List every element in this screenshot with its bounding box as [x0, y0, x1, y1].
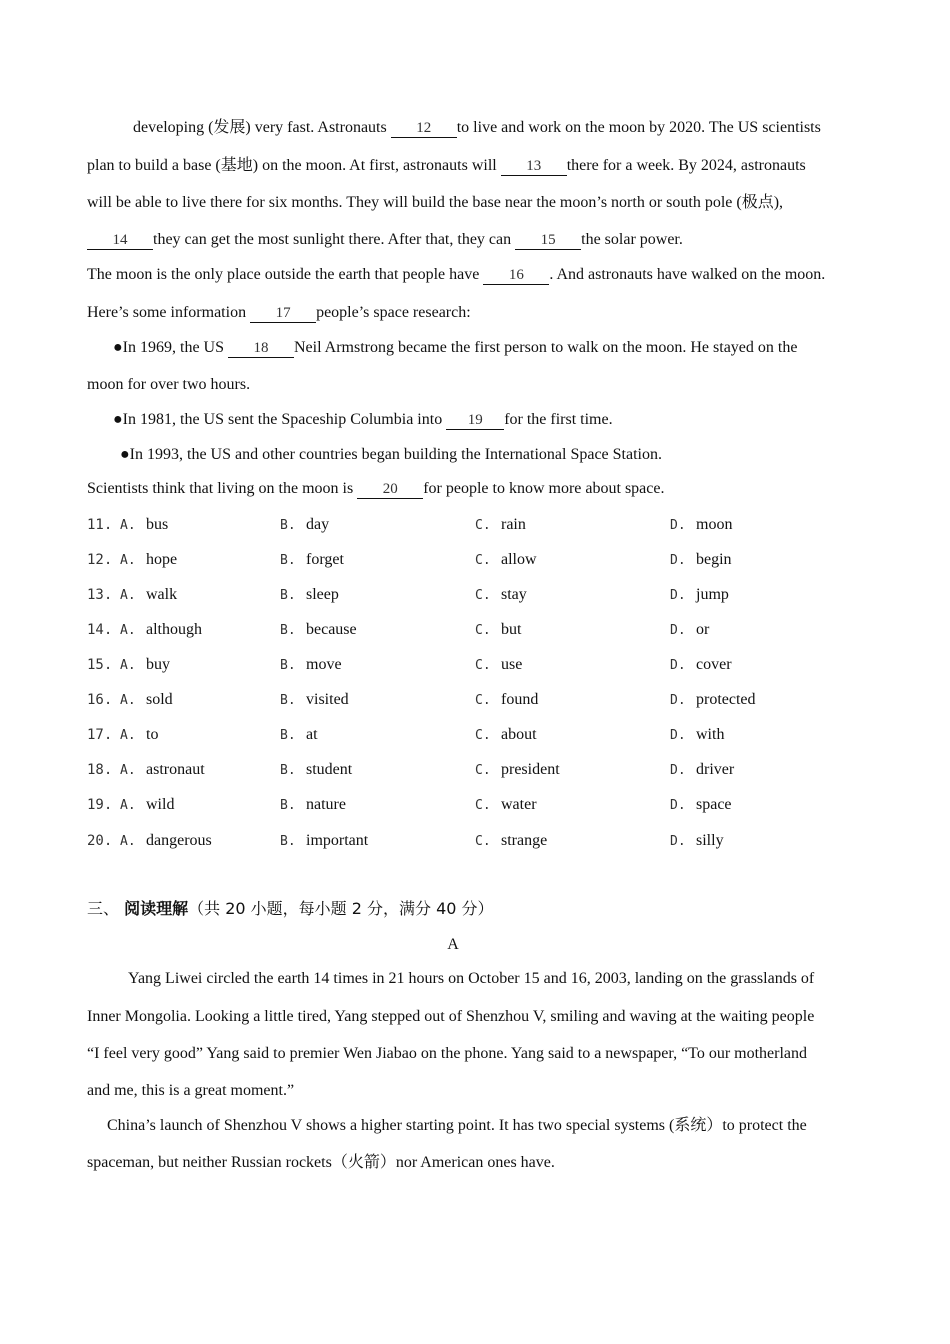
option-letter: A. — [120, 834, 136, 849]
option-text: or — [696, 621, 710, 638]
cloze-line: will be able to live there for six months. They will build the base near the moon’s north or south pole (极点), — [87, 194, 784, 211]
text: Scientists think that living on the moon is — [87, 480, 358, 497]
option-letter: A. — [120, 623, 136, 638]
option-text: dangerous — [146, 832, 212, 849]
option-letter: C. — [475, 518, 491, 533]
option-letter: D. — [670, 588, 686, 603]
text: developing (发展) very fast. Astronauts — [133, 119, 391, 136]
option-a — [120, 585, 177, 606]
option-b — [280, 620, 357, 641]
option-text: rain — [501, 516, 526, 533]
question-row — [87, 831, 867, 851]
blank-17: 17 — [250, 304, 316, 323]
bullet-line: moon for over two hours. — [87, 376, 251, 393]
reading-line: Yang Liwei circled the earth 14 times in 21 hours on October 15 and 16, 2003, landing on the grasslands of — [128, 970, 815, 987]
question-row — [87, 725, 867, 745]
question-row — [87, 690, 867, 710]
option-text: walk — [146, 586, 178, 603]
bullet-line — [113, 410, 613, 430]
option-letter: C. — [475, 693, 491, 708]
option-letter: B. — [280, 693, 296, 708]
question-row — [87, 585, 867, 605]
text: the solar power. — [581, 231, 683, 248]
option-a — [120, 831, 212, 852]
question-row — [87, 655, 867, 675]
question-number: 12. — [87, 552, 113, 568]
option-letter: D. — [670, 693, 686, 708]
question-number: 19. — [87, 797, 113, 813]
option-letter: D. — [670, 518, 686, 533]
option-letter: C. — [475, 658, 491, 673]
text: plan to build a base (基地) on the moon. At first, astronauts will — [87, 157, 501, 174]
option-letter: A. — [120, 763, 136, 778]
option-text: silly — [696, 832, 724, 849]
option-text: sold — [146, 691, 173, 708]
option-letter: C. — [475, 798, 491, 813]
option-letter: B. — [280, 588, 296, 603]
option-letter: D. — [670, 553, 686, 568]
option-a — [120, 655, 170, 676]
blank-20: 20 — [357, 480, 423, 499]
option-d — [670, 760, 734, 781]
option-c — [475, 690, 538, 711]
text: for the first time. — [504, 411, 613, 428]
blank-13: 13 — [501, 157, 567, 176]
option-text: important — [306, 832, 369, 849]
question-number: 16. — [87, 692, 113, 708]
cloze-line — [87, 303, 471, 323]
option-text: with — [696, 726, 725, 743]
option-text: bus — [146, 516, 169, 533]
option-text: water — [501, 796, 537, 813]
option-d — [670, 795, 732, 816]
option-b — [280, 550, 344, 571]
option-text: allow — [501, 551, 537, 568]
option-letter: A. — [120, 798, 136, 813]
option-letter: D. — [670, 798, 686, 813]
section-title: 阅读理解 — [124, 899, 189, 918]
blank-15: 15 — [515, 231, 581, 250]
question-number: 11. — [87, 517, 113, 533]
option-letter: A. — [120, 658, 136, 673]
option-d — [670, 515, 732, 536]
passage-label: A — [447, 936, 459, 953]
option-d — [670, 620, 709, 641]
option-d — [670, 550, 732, 571]
option-text: driver — [696, 761, 735, 778]
option-c — [475, 795, 537, 816]
question-number: 14. — [87, 622, 113, 638]
reading-line: Inner Mongolia. Looking a little tired, Yang stepped out of Shenzhou V, smiling and waving at the waiting people — [87, 1008, 815, 1025]
question-row — [87, 795, 867, 815]
option-text: moon — [696, 516, 733, 533]
option-a — [120, 760, 205, 781]
cloze-line — [87, 230, 683, 250]
option-b — [280, 831, 368, 852]
option-a — [120, 690, 173, 711]
option-c — [475, 550, 537, 571]
blank-12: 12 — [391, 119, 457, 138]
text: Neil Armstrong became the first person to walk on the moon. He stayed on the — [294, 339, 798, 356]
text: Here’s some information — [87, 304, 251, 321]
question-number: 17. — [87, 727, 113, 743]
question-row — [87, 760, 867, 780]
reading-line: and me, this is a great moment.” — [87, 1082, 295, 1099]
option-text: at — [306, 726, 318, 743]
reading-line: spaceman, but neither Russian rockets（火箭）nor American ones have. — [87, 1154, 555, 1171]
text: people’s space research: — [316, 304, 471, 321]
section-heading — [87, 899, 494, 919]
option-text: to — [146, 726, 159, 743]
option-letter: B. — [280, 834, 296, 849]
option-text: use — [501, 656, 523, 673]
blank-16: 16 — [483, 266, 549, 285]
option-c — [475, 725, 537, 746]
question-number: 13. — [87, 587, 113, 603]
option-text: hope — [146, 551, 178, 568]
option-text: sleep — [306, 586, 339, 603]
option-c — [475, 655, 522, 676]
option-text: jump — [696, 586, 729, 603]
option-a — [120, 550, 177, 571]
option-letter: C. — [475, 588, 491, 603]
option-letter: D. — [670, 763, 686, 778]
option-letter: B. — [280, 798, 296, 813]
option-b — [280, 655, 342, 676]
option-letter: A. — [120, 728, 136, 743]
option-letter: C. — [475, 623, 491, 638]
question-number: 18. — [87, 762, 113, 778]
text: to live and work on the moon by 2020. The US scientists — [456, 119, 821, 136]
option-a — [120, 515, 168, 536]
option-text: cover — [696, 656, 732, 673]
option-text: about — [501, 726, 537, 743]
cloze-line — [87, 156, 806, 176]
option-text: although — [146, 621, 202, 638]
text: ●In 1969, the US — [113, 339, 228, 356]
reading-line: “I feel very good” Yang said to premier Wen Jiabao on the phone. Yang said to a newspaper, “To our motherland — [87, 1045, 808, 1062]
option-letter: A. — [120, 588, 136, 603]
option-letter: B. — [280, 658, 296, 673]
option-text: space — [696, 796, 732, 813]
option-text: strange — [501, 832, 548, 849]
option-b — [280, 760, 352, 781]
option-text: stay — [501, 586, 527, 603]
option-d — [670, 725, 724, 746]
blank-19: 19 — [446, 411, 504, 430]
option-letter: A. — [120, 518, 136, 533]
option-c — [475, 620, 521, 641]
option-text: wild — [146, 796, 175, 813]
cloze-line — [87, 479, 664, 499]
option-c — [475, 515, 526, 536]
question-number: 20. — [87, 833, 113, 849]
option-letter: A. — [120, 553, 136, 568]
option-d — [670, 831, 724, 852]
text: for people to know more about space. — [423, 480, 665, 497]
blank-14: 14 — [87, 231, 153, 250]
blank-18: 18 — [228, 339, 294, 358]
option-text: president — [501, 761, 560, 778]
option-text: student — [306, 761, 353, 778]
text: there for a week. By 2024, astronauts — [566, 157, 806, 174]
option-a — [120, 725, 158, 746]
option-letter: D. — [670, 834, 686, 849]
option-letter: C. — [475, 834, 491, 849]
option-letter: C. — [475, 553, 491, 568]
option-c — [475, 760, 560, 781]
text: ●In 1981, the US sent the Spaceship Columbia into — [113, 411, 447, 428]
section-number: 三、 — [87, 899, 120, 918]
reading-line: China’s launch of Shenzhou V shows a higher starting point. It has two special systems (系统）to protect the — [107, 1117, 807, 1134]
option-text: but — [501, 621, 522, 638]
option-d — [670, 585, 729, 606]
option-a — [120, 620, 202, 641]
text: they can get the most sunlight there. After that, they can — [153, 231, 516, 248]
option-text: found — [501, 691, 539, 708]
option-text: day — [306, 516, 330, 533]
option-c — [475, 831, 547, 852]
option-d — [670, 690, 756, 711]
option-text: forget — [306, 551, 344, 568]
option-text: buy — [146, 656, 170, 673]
bullet-line — [113, 338, 797, 358]
option-a — [120, 795, 174, 816]
option-text: astronaut — [146, 761, 205, 778]
question-row — [87, 550, 867, 570]
option-letter: B. — [280, 553, 296, 568]
option-letter: D. — [670, 623, 686, 638]
option-b — [280, 725, 318, 746]
question-number: 15. — [87, 657, 113, 673]
option-text: visited — [306, 691, 349, 708]
option-text: because — [306, 621, 357, 638]
option-letter: A. — [120, 693, 136, 708]
option-letter: B. — [280, 518, 296, 533]
option-b — [280, 690, 349, 711]
bullet-line: ●In 1993, the US and other countries began building the International Space Station. — [120, 446, 662, 463]
option-text: move — [306, 656, 342, 673]
question-row — [87, 620, 867, 640]
option-d — [670, 655, 732, 676]
option-b — [280, 585, 339, 606]
option-text: nature — [306, 796, 346, 813]
text: The moon is the only place outside the earth that people have — [87, 266, 484, 283]
option-text: protected — [696, 691, 756, 708]
option-b — [280, 515, 329, 536]
option-c — [475, 585, 527, 606]
cloze-line — [87, 265, 825, 285]
option-letter: C. — [475, 763, 491, 778]
cloze-line — [133, 118, 821, 138]
option-letter: D. — [670, 658, 686, 673]
question-row — [87, 515, 867, 535]
option-b — [280, 795, 346, 816]
text: . And astronauts have walked on the moon. — [549, 266, 826, 283]
option-text: begin — [696, 551, 732, 568]
option-letter: B. — [280, 623, 296, 638]
option-letter: B. — [280, 728, 296, 743]
option-letter: C. — [475, 728, 491, 743]
option-letter: B. — [280, 763, 296, 778]
section-note: （共 20 小题，每小题 2 分，满分 40 分） — [188, 899, 494, 918]
option-letter: D. — [670, 728, 686, 743]
